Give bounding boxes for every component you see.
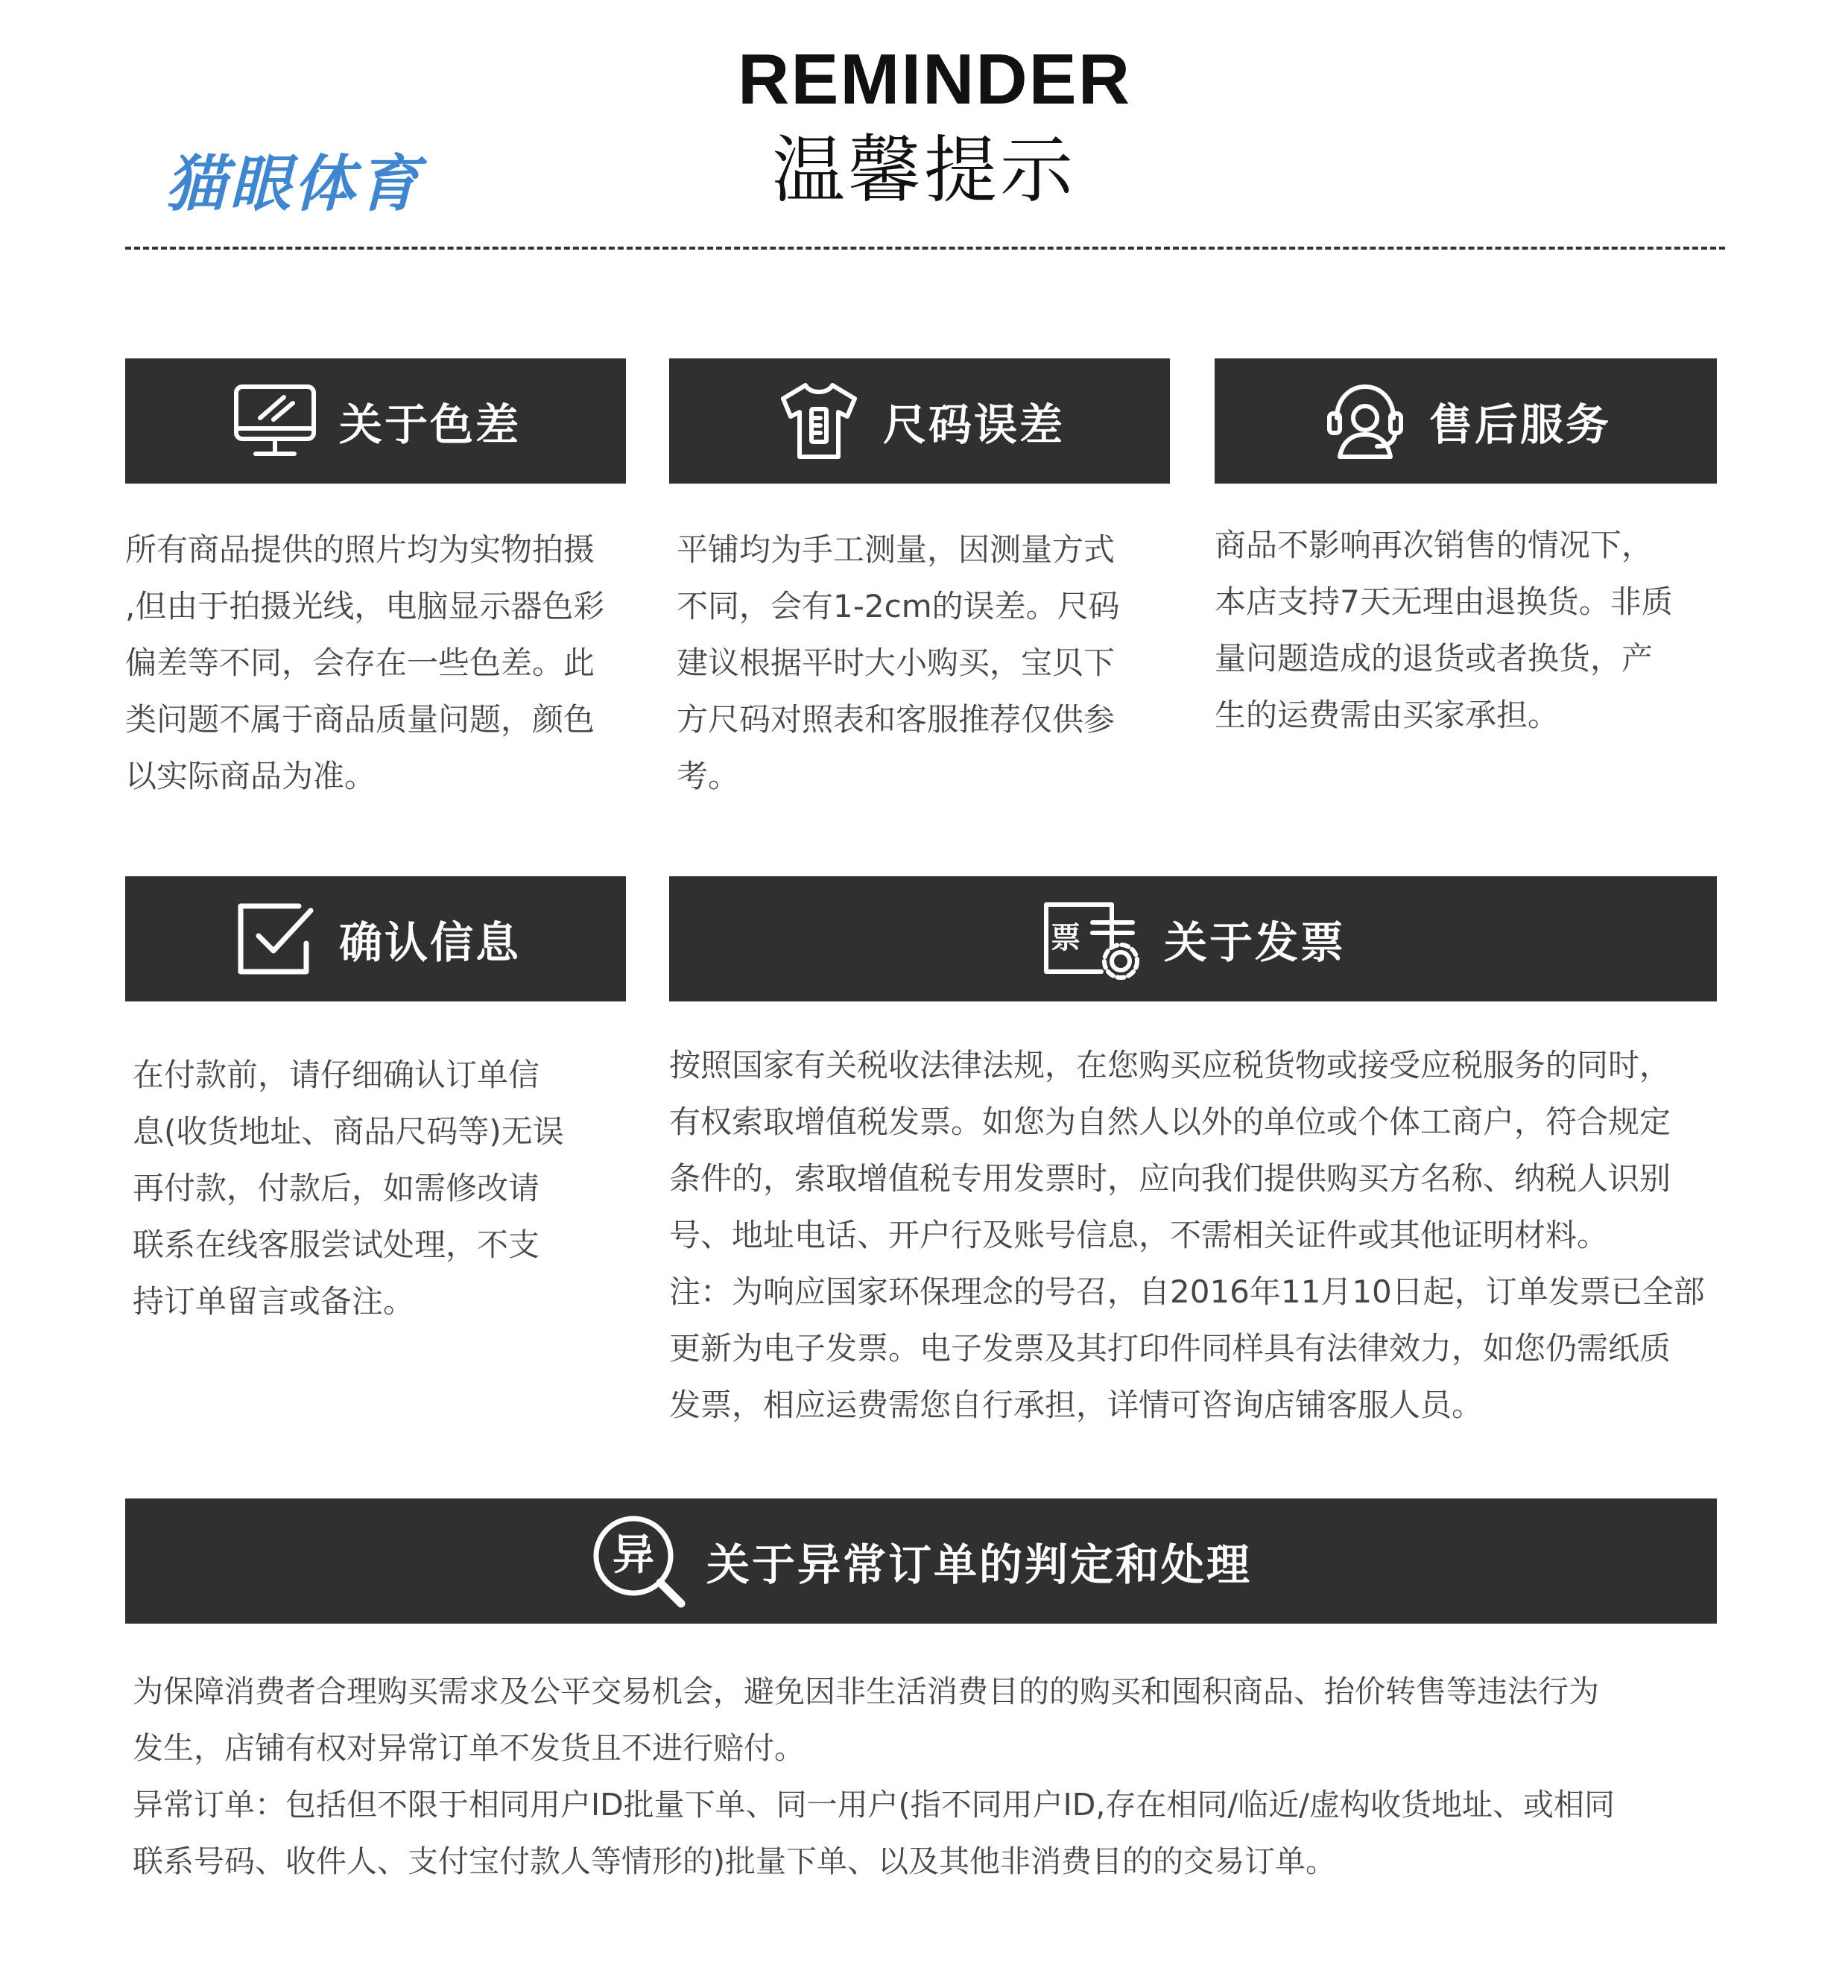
text-line: 条件的，索取增值税专用发票时，应向我们提供购买方名称、纳税人识别	[669, 1160, 1671, 1197]
text-line: 以实际商品为准。	[125, 758, 376, 794]
text-line: 考。	[677, 758, 740, 794]
invoice-icon-text: 票	[1050, 921, 1080, 955]
abnormal-icon-text: 异	[612, 1531, 654, 1580]
section-body-size	[677, 522, 1176, 805]
text-line: 号、地址电话、开户行及账号信息，不需相关证件或其他证明材料。	[669, 1217, 1609, 1253]
tshirt-icon	[774, 376, 864, 466]
checkbox-icon	[230, 894, 320, 984]
dashed-divider	[125, 247, 1725, 250]
text-line: 更新为电子发票。电子发票及其打印件同样具有法律效力，如您仍需纸质	[669, 1330, 1671, 1367]
text-line: 在付款前，请仔细确认订单信	[133, 1057, 540, 1093]
section-body-service	[1215, 517, 1729, 744]
section-header-confirm	[125, 876, 626, 1001]
section-body-abnormal	[133, 1663, 1735, 1890]
page-title-cn: 温馨提示	[771, 128, 1076, 213]
section-title-abnormal: 关于异常订单的判定和处理	[706, 1539, 1252, 1590]
invoice-gear-icon	[1040, 894, 1145, 984]
section-body-invoice	[669, 1037, 1727, 1434]
text-line: 息(收货地址、商品尺码等)无误	[133, 1113, 564, 1150]
text-line: 联系号码、收件人、支付宝付款人等情形的)批量下单、以及其他非消费目的的交易订单。	[133, 1843, 1336, 1879]
text-line: 所有商品提供的照片均为实物拍摄	[125, 531, 595, 568]
monitor-icon	[230, 376, 320, 466]
text-line: 建议根据平时大小购买，宝贝下	[677, 645, 1116, 681]
page-title-en: REMINDER	[738, 39, 1132, 119]
text-line: ,但由于拍摄光线，电脑显示器色彩	[125, 588, 605, 624]
text-line: 异常订单：包括但不限于相同用户ID批量下单、同一用户(指不同用户ID,存在相同/临近/虚构收货地址、或相同	[133, 1787, 1615, 1823]
text-line: 平铺均为手工测量，因测量方式	[677, 531, 1116, 568]
text-line: 商品不影响再次销售的情况下，	[1215, 527, 1654, 563]
section-body-confirm	[133, 1047, 632, 1330]
section-title-invoice: 关于发票	[1163, 917, 1346, 968]
text-line: 偏差等不同，会存在一些色差。此	[125, 645, 595, 681]
magnifier-icon	[590, 1513, 687, 1609]
section-title-color: 关于色差	[338, 399, 521, 450]
text-line: 发生，店铺有权对异常订单不发货且不进行赔付。	[133, 1730, 805, 1766]
text-line: 不同，会有1-2cm的误差。尺码	[677, 588, 1120, 624]
text-line: 方尺码对照表和客服推荐仅供参	[677, 701, 1116, 738]
text-line: 类问题不属于商品质量问题，颜色	[125, 701, 595, 738]
text-line: 联系在线客服尝试处理，不支	[133, 1226, 540, 1263]
section-header-abnormal	[125, 1498, 1717, 1624]
text-line: 为保障消费者合理购买需求及公平交易机会，避免因非生活消费目的的购买和囤积商品、抬价转售等违法行为	[133, 1674, 1599, 1709]
section-header-service	[1215, 358, 1717, 484]
text-line: 生的运费需由买家承担。	[1215, 697, 1560, 733]
section-header-color	[125, 358, 626, 484]
text-line: 本店支持7天无理由退换货。非质	[1215, 583, 1673, 620]
text-line: 按照国家有关税收法律法规，在您购买应税货物或接受应税服务的同时，	[669, 1047, 1671, 1083]
text-line: 发票，相应运费需您自行承担，详情可咨询店铺客服人员。	[669, 1387, 1484, 1423]
section-body-color	[125, 522, 632, 805]
section-title-service: 售后服务	[1428, 399, 1611, 450]
brand-logo: 猫眼体育	[165, 149, 422, 220]
headset-user-icon	[1320, 376, 1410, 466]
text-line: 持订单留言或备注。	[133, 1283, 415, 1320]
section-title-size: 尺码误差	[882, 399, 1065, 450]
text-line: 量问题造成的退货或者换货，产	[1215, 640, 1654, 677]
section-title-confirm: 确认信息	[338, 917, 521, 968]
text-line: 再付款，付款后，如需修改请	[133, 1170, 540, 1206]
section-header-size	[669, 358, 1170, 484]
text-line: 有权索取增值税发票。如您为自然人以外的单位或个体工商户，符合规定	[669, 1104, 1671, 1140]
section-header-invoice	[669, 876, 1717, 1001]
text-line: 注：为响应国家环保理念的号召，自2016年11月10日起，订单发票已全部	[669, 1273, 1705, 1310]
